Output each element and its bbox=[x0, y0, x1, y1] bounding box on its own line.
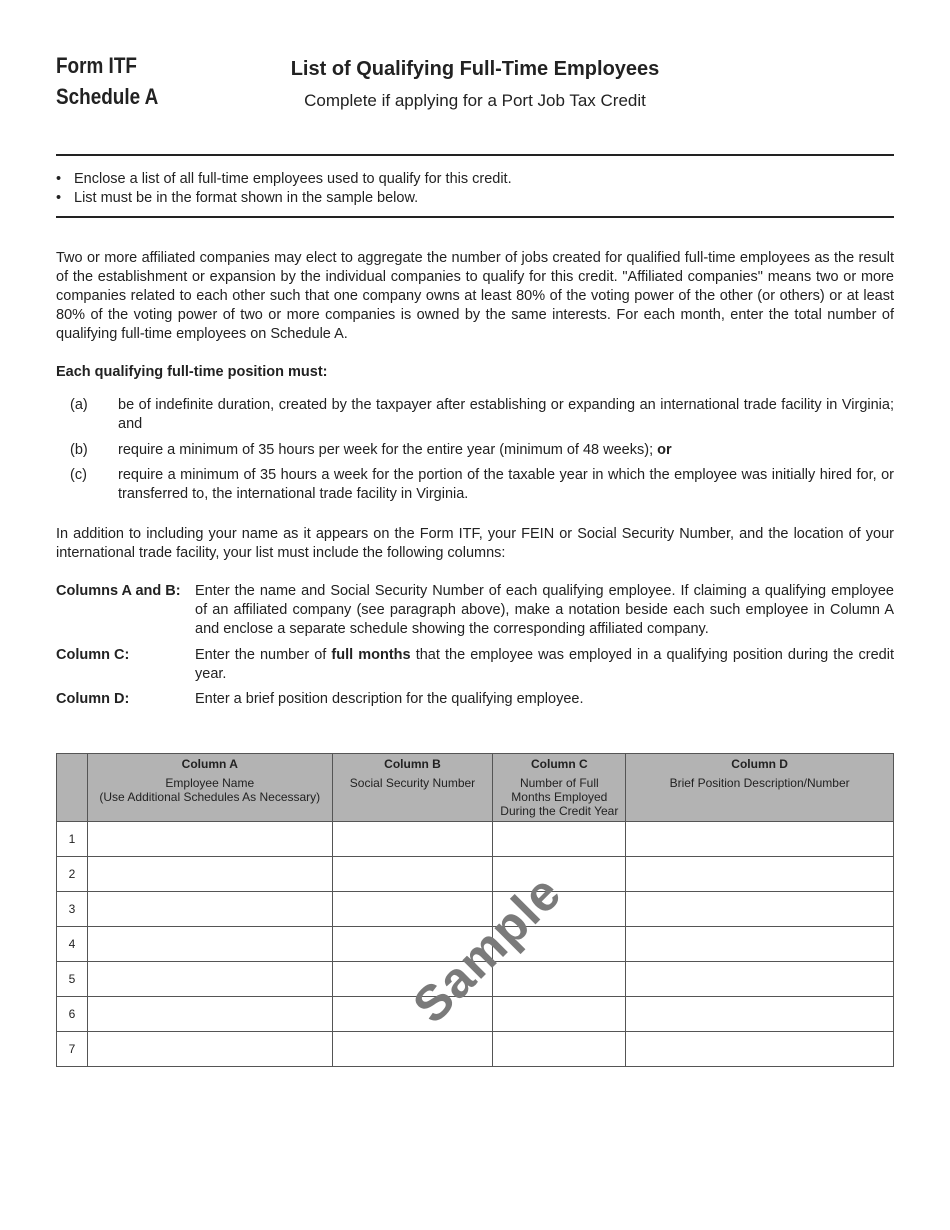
months-cell bbox=[493, 962, 626, 997]
requirement-b bbox=[56, 441, 894, 460]
position-cell bbox=[626, 927, 894, 962]
row-number: 5 bbox=[57, 962, 88, 997]
employee-name-cell bbox=[87, 1032, 332, 1067]
row-number: 6 bbox=[57, 997, 88, 1032]
requirements-heading: Each qualifying full-time position must: bbox=[56, 364, 328, 380]
row-number-header bbox=[57, 754, 88, 822]
row-number: 4 bbox=[57, 927, 88, 962]
affiliated-paragraph: Two or more affiliated companies may elect to aggregate the number of jobs created for qualified full-time employees as the result of the establishment or expansion by the individual companies to qualify for this credit. "Affiliated companies" means two or more companies related to each other such that one company owns at least 80% of the voting power of the other (or others) or at least 80% of the voting power of two or more companies is owned by the same interests. For each month, enter the total number of qualifying full-time employees on Schedule A. bbox=[56, 250, 894, 342]
top-divider bbox=[56, 154, 894, 156]
ssn-cell bbox=[332, 892, 493, 927]
column-desc-text: Enter a brief position description for the qualifying employee. bbox=[195, 691, 584, 707]
column-desc-text: Enter the number of full months that the employee was employed in a qualifying position during the credit year. bbox=[195, 647, 894, 682]
columns-intro: In addition to including your name as it appears on the Form ITF, your FEIN or Social Security Number, and the location of your international trade facility, your list must include the following columns: bbox=[56, 526, 894, 561]
instruction-item: • Enclose a list of all full-time employees used to qualify for this credit. bbox=[56, 170, 894, 189]
column-desc-label: Columns A and B: bbox=[56, 583, 181, 599]
column-desc-c bbox=[56, 646, 894, 684]
table-header-row bbox=[57, 754, 894, 822]
requirement-text: require a minimum of 35 hours a week for the portion of the taxable year in which the employee was initially hired for, or transferred to, the international trade facility in Virginia. bbox=[118, 467, 894, 502]
instruction-list bbox=[56, 170, 894, 208]
months-cell bbox=[493, 997, 626, 1032]
column-desc-ab bbox=[56, 582, 894, 639]
position-cell bbox=[626, 822, 894, 857]
sample-watermark: Sample bbox=[402, 864, 572, 1034]
sample-table bbox=[56, 753, 894, 1067]
employee-name-cell bbox=[87, 822, 332, 857]
employee-name-cell bbox=[87, 962, 332, 997]
requirement-a bbox=[56, 396, 894, 434]
position-cell bbox=[626, 892, 894, 927]
position-cell bbox=[626, 1032, 894, 1067]
table-row bbox=[57, 1032, 894, 1067]
row-number: 2 bbox=[57, 857, 88, 892]
form-identifier bbox=[56, 50, 158, 112]
table-row bbox=[57, 822, 894, 857]
months-cell bbox=[493, 1032, 626, 1067]
column-desc-label: Column C: bbox=[56, 647, 130, 663]
position-cell bbox=[626, 962, 894, 997]
column-desc-label: Column D: bbox=[56, 691, 130, 707]
row-number: 7 bbox=[57, 1032, 88, 1067]
requirement-c bbox=[56, 466, 894, 504]
column-d-header: Column D Brief Position Description/Number bbox=[626, 754, 894, 822]
row-number: 3 bbox=[57, 892, 88, 927]
employee-name-cell bbox=[87, 997, 332, 1032]
ssn-cell bbox=[332, 1032, 493, 1067]
ssn-cell bbox=[332, 857, 493, 892]
ssn-cell bbox=[332, 822, 493, 857]
requirement-label: (b) bbox=[70, 442, 88, 458]
column-b-header: Column B Social Security Number bbox=[332, 754, 493, 822]
schedule-name: Schedule A bbox=[56, 84, 159, 109]
requirement-text: require a minimum of 35 hours per week for the entire year (minimum of 48 weeks); or bbox=[118, 442, 672, 458]
table-row bbox=[57, 857, 894, 892]
bottom-divider bbox=[56, 216, 894, 218]
position-cell bbox=[626, 997, 894, 1032]
position-cell bbox=[626, 857, 894, 892]
requirement-text: be of indefinite duration, created by the taxpayer after establishing or expanding an international trade facility in Virginia; and bbox=[118, 397, 894, 432]
column-desc-d bbox=[56, 690, 894, 709]
row-number: 1 bbox=[57, 822, 88, 857]
form-name: Form ITF bbox=[56, 53, 137, 78]
employee-name-cell bbox=[87, 892, 332, 927]
column-c-header: Column C Number of Full Months Employed During the Credit Year bbox=[493, 754, 626, 822]
months-cell bbox=[493, 822, 626, 857]
page-subtitle: Complete if applying for a Port Job Tax Credit bbox=[304, 91, 646, 110]
instruction-item: • List must be in the format shown in the sample below. bbox=[56, 189, 894, 208]
employee-name-cell bbox=[87, 927, 332, 962]
employee-name-cell bbox=[87, 857, 332, 892]
requirement-label: (c) bbox=[70, 467, 87, 483]
requirement-label: (a) bbox=[70, 397, 88, 413]
page-title: List of Qualifying Full-Time Employees bbox=[290, 58, 660, 80]
column-desc-text: Enter the name and Social Security Number of each qualifying employee. If claiming a qualifying employee of an affiliated company (see paragraph above), make a notation beside each such employee in Column A and enclose a separate schedule showing the corresponding affiliated company. bbox=[195, 583, 894, 637]
column-a-header: Column A Employee Name (Use Additional Schedules As Necessary) bbox=[87, 754, 332, 822]
